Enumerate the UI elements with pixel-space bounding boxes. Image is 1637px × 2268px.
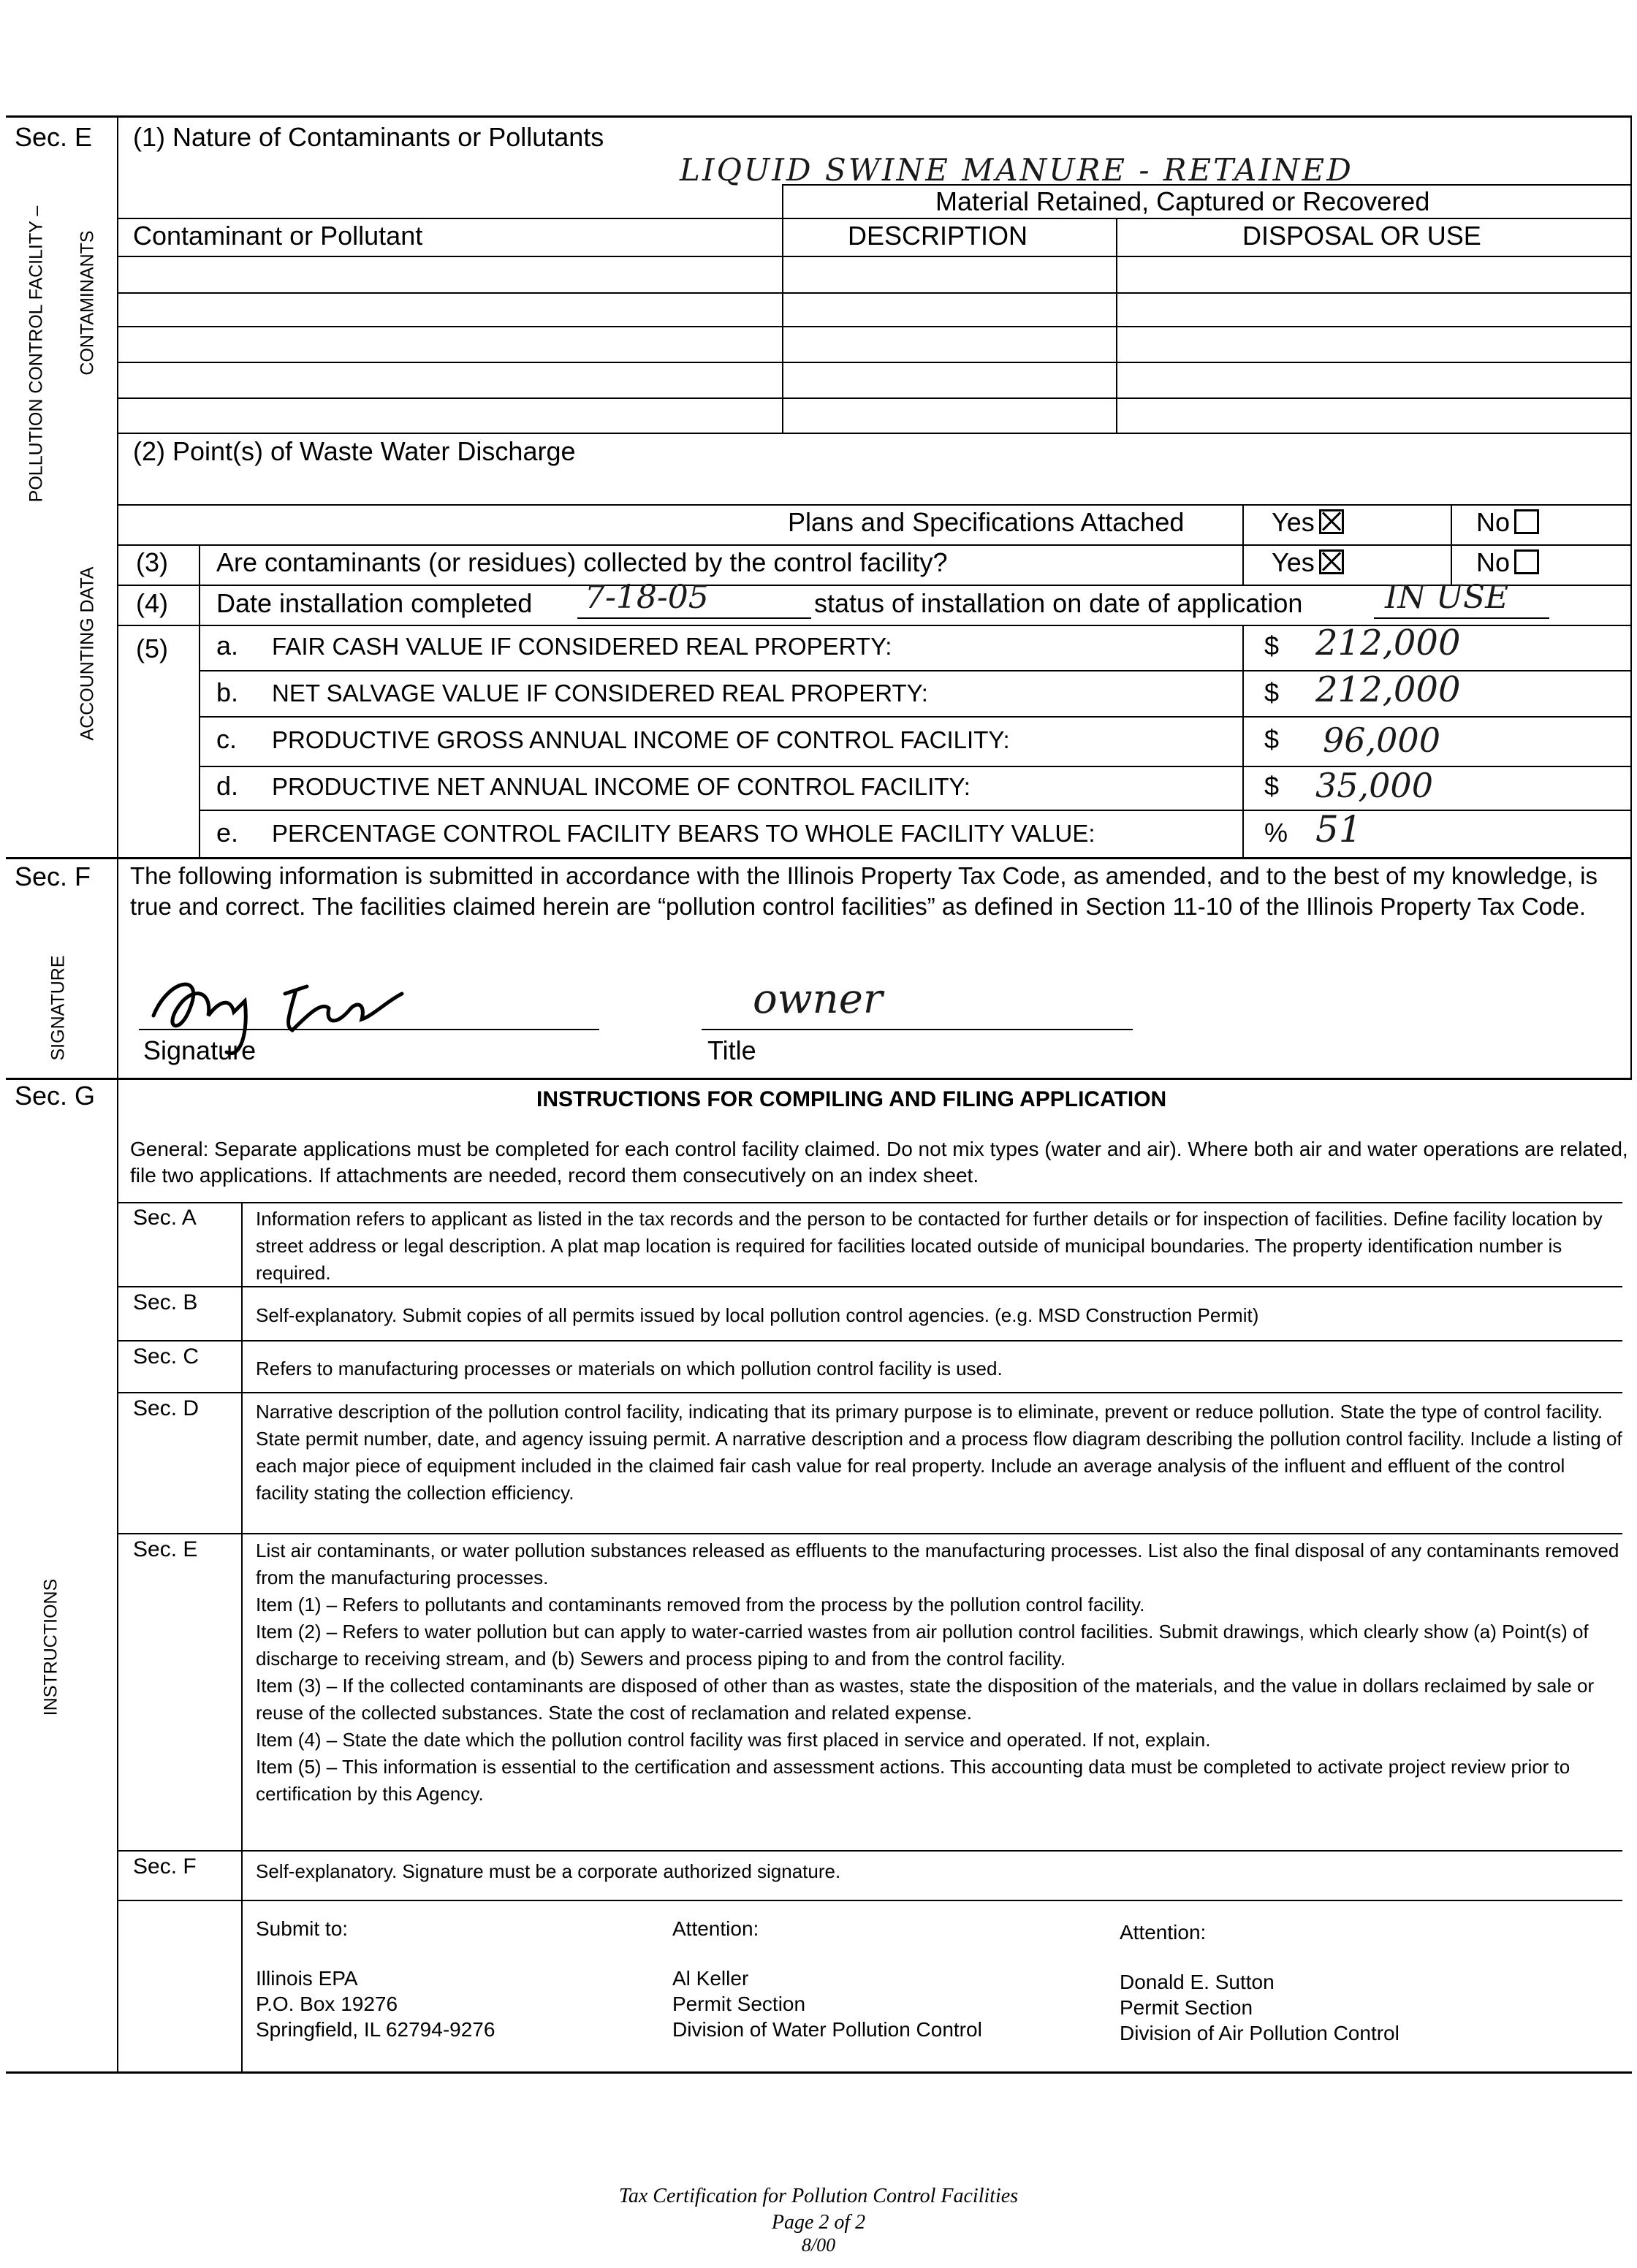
instr-sec-a-label: Sec. A [133,1206,197,1230]
item3-no[interactable]: No [1476,549,1539,576]
plans-yes[interactable]: Yes [1272,509,1344,536]
instr-sec-c-label: Sec. C [133,1344,200,1369]
submit-col1-line: P.O. Box 19276 [256,1993,398,2015]
sec-g-label: Sec. G [15,1081,96,1111]
row-unit: % [1264,818,1288,848]
row-letter: a. [216,631,239,661]
submit-col2-line: Division of Water Pollution Control [672,2018,982,2041]
side-label-contaminants: POLLUTION CONTROL FACILITY – [26,205,47,503]
item4-num: (4) [136,588,168,618]
item3-yes[interactable]: Yes [1272,549,1344,576]
row-label: PRODUCTIVE NET ANNUAL INCOME OF CONTROL FACILITY: [272,773,971,800]
item3-yes-checkbox[interactable] [1319,549,1344,574]
row-label: PRODUCTIVE GROSS ANNUAL INCOME OF CONTROL FACILITY: [272,726,1010,753]
title-value[interactable]: owner [753,975,883,1023]
instr-sec-b-text: Self-explanatory. Submit copies of all permits issued by local pollution control agencies. (e.g. MSD Construction Permit) [256,1304,1259,1326]
net-salvage-value[interactable]: 212,000 [1315,669,1461,710]
item4-label: Date installation completed [216,588,533,618]
table-row[interactable] [117,292,1630,294]
plans-yes-checkbox[interactable] [1319,509,1344,534]
submit-col1-head: Submit to: [256,1917,349,1940]
side-label-contaminants-2: CONTAMINANTS [77,230,98,376]
row-label: PERCENTAGE CONTROL FACILITY BEARS TO WHOLE FACILITY VALUE: [272,820,1095,847]
submit-col2-line: Permit Section [672,1993,806,2015]
percentage-value[interactable]: 51 [1315,808,1362,850]
row-letter: c. [216,724,238,754]
item1-title: (1) Nature of Contaminants or Pollutants [133,122,604,152]
item2-title: (2) Point(s) of Waste Water Discharge [133,436,576,466]
signature-label: Signature [143,1035,257,1065]
plans-no-checkbox[interactable] [1514,509,1539,534]
row-label: NET SALVAGE VALUE IF CONSIDERED REAL PROPERTY: [272,680,928,707]
submit-col3-line: Donald E. Sutton [1120,1971,1275,1993]
instr-sec-d-label: Sec. D [133,1396,200,1420]
footer-title: Tax Certification for Pollution Control Facilities [618,2185,1019,2207]
row-label: FAIR CASH VALUE IF CONSIDERED REAL PROPERTY: [272,633,892,660]
submit-col1-line: Illinois EPA [256,1967,358,1990]
table-row[interactable] [117,362,1630,363]
instr-sec-e-text: List air contaminants, or water pollution substances released as effluents to the manufacturing processes. List also the final disposal of any contaminants removed from the manufacturing processes. Item (1) – Refers to pollutants and contaminants removed from the process by the pollution control facility. Item (2) – Refers to water pollution but can apply to water-carried wastes from air pollution control facilities. Submit drawings, which clearly show (a) Point(s) of discharge to receiving stream, and (b) Sewers and process piping to and from the control facility. Item (3) – If the collected contaminants are disposed of other than as wastes, state the disposition of the materials, and the value in dollars reclaimed by sale or reuse of the collected substances. State the cost of reclamation and related expense. Item (4) – State the date which the pollution control facility was first placed in service and operated. If not, explain. Item (5) – This information is essential to the certification and assessment actions. This accounting data must be completed to activate project review prior to certification by this Agency. [256,1540,1619,1805]
fair-cash-value[interactable]: 212,000 [1315,623,1461,663]
item4-status[interactable]: IN USE [1385,579,1509,616]
instr-sec-e-label: Sec. E [133,1537,198,1561]
row-letter: d. [216,771,239,801]
item4-date[interactable]: 7-18-05 [585,579,709,616]
sec-f-label: Sec. F [15,861,91,891]
net-annual-income[interactable]: 35,000 [1315,766,1433,805]
footer-date: 8/00 [801,2234,836,2256]
instr-sec-c-text: Refers to manufacturing processes or materials on which pollution control facility is used. [256,1358,1003,1380]
row-unit: $ [1264,724,1280,754]
submit-col2-head: Attention: [672,1917,759,1940]
item1-handwritten[interactable]: LIQUID SWINE MANURE - RETAINED [680,152,1353,188]
material-header: Material Retained, Captured or Recovered [935,186,1430,216]
instr-sec-d-text: Narrative description of the pollution control facility, indicating that its primary purpose is to eliminate, prevent or reduce pollution. State the type of control facility. State permit number, date, and agency issuing permit. A narrative description and a process flow diagram describing the pollution control facility. Include a listing of each major piece of equipment included in the claimed fair cash value for real property. Include an average analysis of the influent and effluent of the control facility stating the collection efficiency. [256,1401,1622,1504]
row-letter: b. [216,677,239,707]
side-label-signature: SIGNATURE [48,955,69,1061]
col-description: DESCRIPTION [848,221,1028,251]
item4-status-label: status of installation on date of application [814,588,1303,618]
item3-no-checkbox[interactable] [1514,549,1539,574]
gross-annual-income[interactable]: 96,000 [1323,720,1440,760]
side-label-instructions: INSTRUCTIONS [40,1578,61,1716]
instr-sec-f-text: Self-explanatory. Signature must be a corporate authorized signature. [256,1860,841,1882]
row-unit: $ [1264,677,1280,707]
submit-col3-line: Permit Section [1120,1996,1253,2019]
col-contaminant: Contaminant or Pollutant [133,221,423,251]
submit-col1-line: Springfield, IL 62794-9276 [256,2018,495,2041]
submit-col3-head: Attention: [1120,1921,1207,1944]
title-label: Title [707,1035,756,1065]
plans-no[interactable]: No [1476,509,1539,536]
plans-label: Plans and Specifications Attached [788,507,1185,537]
row-unit: $ [1264,771,1280,801]
row-letter: e. [216,818,239,848]
instr-sec-b-label: Sec. B [133,1290,198,1314]
row-unit: $ [1264,631,1280,661]
certification-statement: The following information is submitted in accordance with the Illinois Property Tax Code, as amended, and to the best of my knowledge, is true and correct. The facilities claimed herein are “pollution control facilities” as defined in Section 11-10 of the Illinois Property Tax Code. [130,862,1598,920]
table-row[interactable] [117,326,1630,327]
item3-text: Are contaminants (or residues) collected by the control facility? [216,547,948,577]
sec-e-label: Sec. E [15,122,93,152]
footer-page: Page 2 of 2 [771,2211,866,2234]
submit-col3-line: Division of Air Pollution Control [1120,2022,1399,2044]
col-disposal: DISPOSAL OR USE [1242,221,1481,251]
item3-num: (3) [136,547,168,577]
instr-sec-f-label: Sec. F [133,1854,197,1879]
side-label-accounting: ACCOUNTING DATA [77,566,98,741]
general-instructions: General: Separate applications must be completed for each control facility claimed. Do not mix types (water and air). Where both air and water operations are related, file two applications. If attachments are needed, record them consecutively on an index sheet. [130,1138,1628,1187]
item5-num: (5) [136,633,168,663]
table-row[interactable] [117,397,1630,399]
instr-sec-a-text: Information refers to applicant as listed in the tax records and the person to be contacted for further details or for inspection of facilities. Define facility location by street address or legal description. A plat map location is required for facilities located outside of municipal boundaries. The property identification number is required. [256,1208,1603,1284]
submit-col2-line: Al Keller [672,1967,749,1990]
instructions-heading: INSTRUCTIONS FOR COMPILING AND FILING APPLICATION [536,1087,1167,1111]
